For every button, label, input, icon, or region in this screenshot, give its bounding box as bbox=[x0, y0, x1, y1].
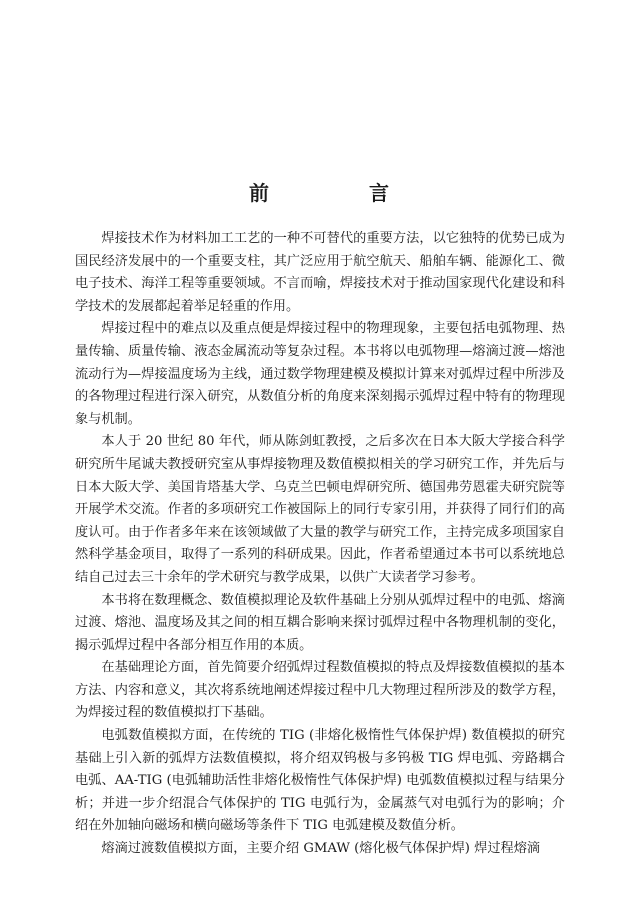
page-title: 前 言 bbox=[249, 181, 429, 205]
paragraph: 焊接技术作为材料加工工艺的一种不可替代的重要方法，以它独特的优势已成为国民经济发展中的一个重要支柱，其广泛应用于航空航天、船舶车辆、能源化工、微电子技术、海洋工程等重要领域。不言而喻，焊接技术对于推动国家现代化建设和科学技术的发展都起着举足轻重的作用。 bbox=[75, 231, 565, 314]
paragraph: 在基础理论方面，首先简要介绍弧焊过程数值模拟的特点及焊接数值模拟的基本方法、内容和意义，其次将系统地阐述焊接过程中几大物理过程所涉及的数学方程，为焊接过程的数值模拟打下基础。 bbox=[75, 660, 565, 721]
paragraph: 焊接过程中的难点以及重点便是焊接过程中的物理现象，主要包括电弧物理、热量传输、质量传输、液态金属流动等复杂过程。本书将以电弧物理—熔滴过渡—熔池流动行为—焊接温度场为主线，通过数学物理建模及模拟计算来对弧焊过程中所涉及的各物理过程进行深入研究，从数值分析的角度来深刻揭示弧焊过程中特有的物理现象与机制。 bbox=[75, 321, 565, 427]
preface-body bbox=[75, 228, 565, 861]
paragraph: 本人于 20 世纪 80 年代，师从陈剑虹教授，之后多次在日本大阪大学接合科学研究所牛尾诚夫教授研究室从事焊接物理及数值模拟相关的学习研究工作，并先后与日本大阪大学、美国肯塔基大学、乌克兰巴顿电焊研究所、德国弗劳恩霍夫研究院等开展学术交流。作者的多项研究工作被国际上的同行专家引用，并获得了同行们的高度认可。由于作者多年来在该领域做了大量的教学与研究工作，主持完成多项国家自然科学基金项目，取得了一系列的科研成果。因此，作者希望通过本书可以系统地总结自己过去三十余年的学术研究与教学成果，以供广大读者学习参考。 bbox=[75, 434, 565, 585]
paragraph: 熔滴过渡数值模拟方面，主要介绍 GMAW (熔化极气体保护焊) 焊过程熔滴 bbox=[101, 841, 541, 857]
paragraph: 本书将在数理概念、数值模拟理论及软件基础上分别从弧焊过程中的电弧、熔滴过渡、熔池、温度场及其之间的相互耦合影响来探讨弧焊过程中各物理机制的变化，揭示弧焊过程中各部分相互作用的本质。 bbox=[75, 592, 565, 653]
paragraph: 电弧数值模拟方面，在传统的 TIG (非熔化极惰性气体保护焊) 数值模拟的研究基础上引入新的弧焊方法数值模拟，将介绍双钨极与多钨极 TIG 焊电弧、旁路耦合电弧、AA-TIG (电弧辅助活性非熔化极惰性气体保护焊) 电弧数值模拟过程与结果分析；并进一步介绍混合气体保护的 TIG 电弧行为，金属蒸气对电弧行为的影响；介绍在外加轴向磁场和横向磁场等条件下 TIG 电弧建模及数值分析。 bbox=[75, 728, 565, 834]
